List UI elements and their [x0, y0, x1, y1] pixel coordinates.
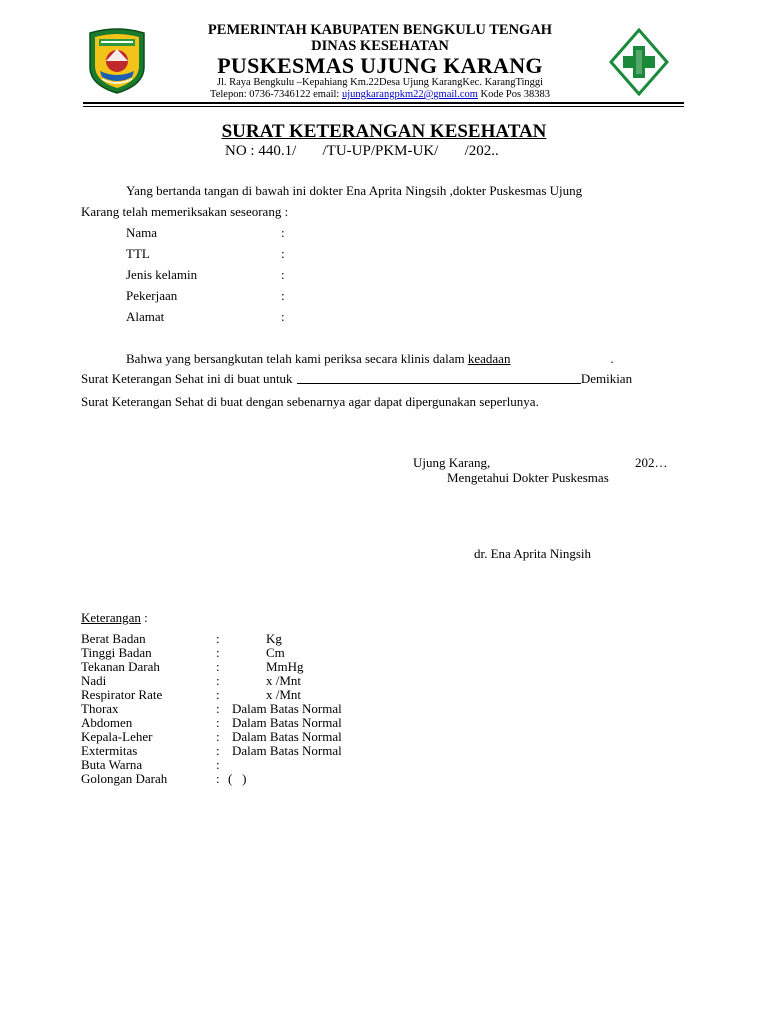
note-label: Kepala-Leher [81, 729, 153, 744]
field-colon: : [281, 225, 285, 240]
note-label: Thorax [81, 701, 119, 716]
doctor-name: dr. Ena Aprita Ningsih [474, 546, 591, 561]
note-value: Dalam Batas Normal [232, 729, 342, 744]
note-value: x /Mnt [266, 673, 302, 688]
intro-line-2: Karang telah memeriksakan seseorang : [81, 204, 289, 219]
note-label: Extermitas [81, 743, 138, 758]
note-label: Buta Warna [81, 757, 143, 772]
field-label-ttl: TTL [126, 246, 150, 261]
field-colon: : [281, 246, 285, 261]
field-label-jenis-kelamin: Jenis kelamin [126, 267, 198, 282]
header-phone: Telepon: 0736-7346122 email: [210, 89, 342, 100]
signature-place: Ujung Karang, [413, 455, 491, 470]
note-colon: : [216, 701, 220, 716]
header-divider-thick [83, 102, 684, 104]
header-government: PEMERINTAH KABUPATEN BENGKULU TENGAH [207, 22, 553, 38]
note-label: Tinggi Badan [81, 645, 152, 660]
statement-line-1: Bahwa yang bersangkutan telah kami periksa secara klinis dalam keadaan . [126, 351, 614, 366]
note-value: x /Mnt [266, 687, 302, 702]
note-colon: : [216, 673, 220, 688]
intro-line-1: Yang bertanda tangan di bawah ini dokter Ena Aprita Ningsih ,dokter Puskesmas Ujung [126, 183, 583, 198]
condition-blank: keadaan [467, 351, 511, 366]
note-label: Golongan Darah [81, 771, 168, 786]
note-value: Dalam Batas Normal [232, 743, 342, 758]
note-label: Abdomen [81, 715, 133, 730]
header-address: Jl. Raya Bengkulu –Kepahiang Km.22Desa Ujung KarangKec. KarangTinggi [216, 77, 544, 88]
field-colon: : [281, 267, 285, 282]
notes-heading: Keterangan : [81, 610, 148, 625]
note-label: Respirator Rate [81, 687, 163, 702]
note-label: Berat Badan [81, 631, 146, 646]
note-colon: : [216, 659, 220, 674]
field-label-alamat: Alamat [126, 309, 165, 324]
signature-acknowledge: Mengetahui Dokter Puskesmas [447, 470, 609, 485]
note-label: Nadi [81, 673, 107, 688]
statement-line-3: Surat Keterangan Sehat di buat dengan sebenarnya agar dapat dipergunakan seperlunya. [81, 394, 539, 409]
note-colon: : [216, 687, 220, 702]
note-value: Dalam Batas Normal [232, 701, 342, 716]
regency-emblem-icon [86, 27, 148, 95]
header-divider-thin [83, 106, 684, 107]
header-institution: PUSKESMAS UJUNG KARANG [217, 53, 543, 78]
note-value: ( ) [228, 771, 247, 786]
purpose-blank [297, 383, 581, 384]
note-colon: : [216, 729, 220, 744]
health-cross-icon [609, 28, 669, 96]
field-label-pekerjaan: Pekerjaan [126, 288, 178, 303]
note-label: Tekanan Darah [81, 659, 160, 674]
header-department: DINAS KESEHATAN [311, 38, 449, 54]
note-colon: : [216, 715, 220, 730]
document-title: SURAT KETERANGAN KESEHATAN [221, 121, 547, 142]
note-value: Kg [266, 631, 282, 646]
field-colon: : [281, 288, 285, 303]
field-colon: : [281, 309, 285, 324]
note-colon: : [216, 743, 220, 758]
note-value: Dalam Batas Normal [232, 715, 342, 730]
header-contact [150, 89, 610, 100]
note-value: MmHg [266, 659, 304, 674]
note-colon: : [216, 631, 220, 646]
statement-line-2: Surat Keterangan Sehat ini di buat untuk Demikian [81, 371, 633, 386]
document-number: NO : 440.1/ /TU-UP/PKM-UK/ /202.. [225, 143, 499, 159]
header-email-link[interactable]: ujungkarangpkm22@gmail.com [341, 89, 478, 100]
header-postal: Kode Pos 38383 [477, 89, 550, 100]
note-colon: : [216, 771, 220, 786]
note-value: Cm [266, 645, 285, 660]
note-colon: : [216, 757, 220, 772]
field-label-nama: Nama [126, 225, 158, 240]
signature-year: 202… [635, 455, 668, 470]
note-colon: : [216, 645, 220, 660]
